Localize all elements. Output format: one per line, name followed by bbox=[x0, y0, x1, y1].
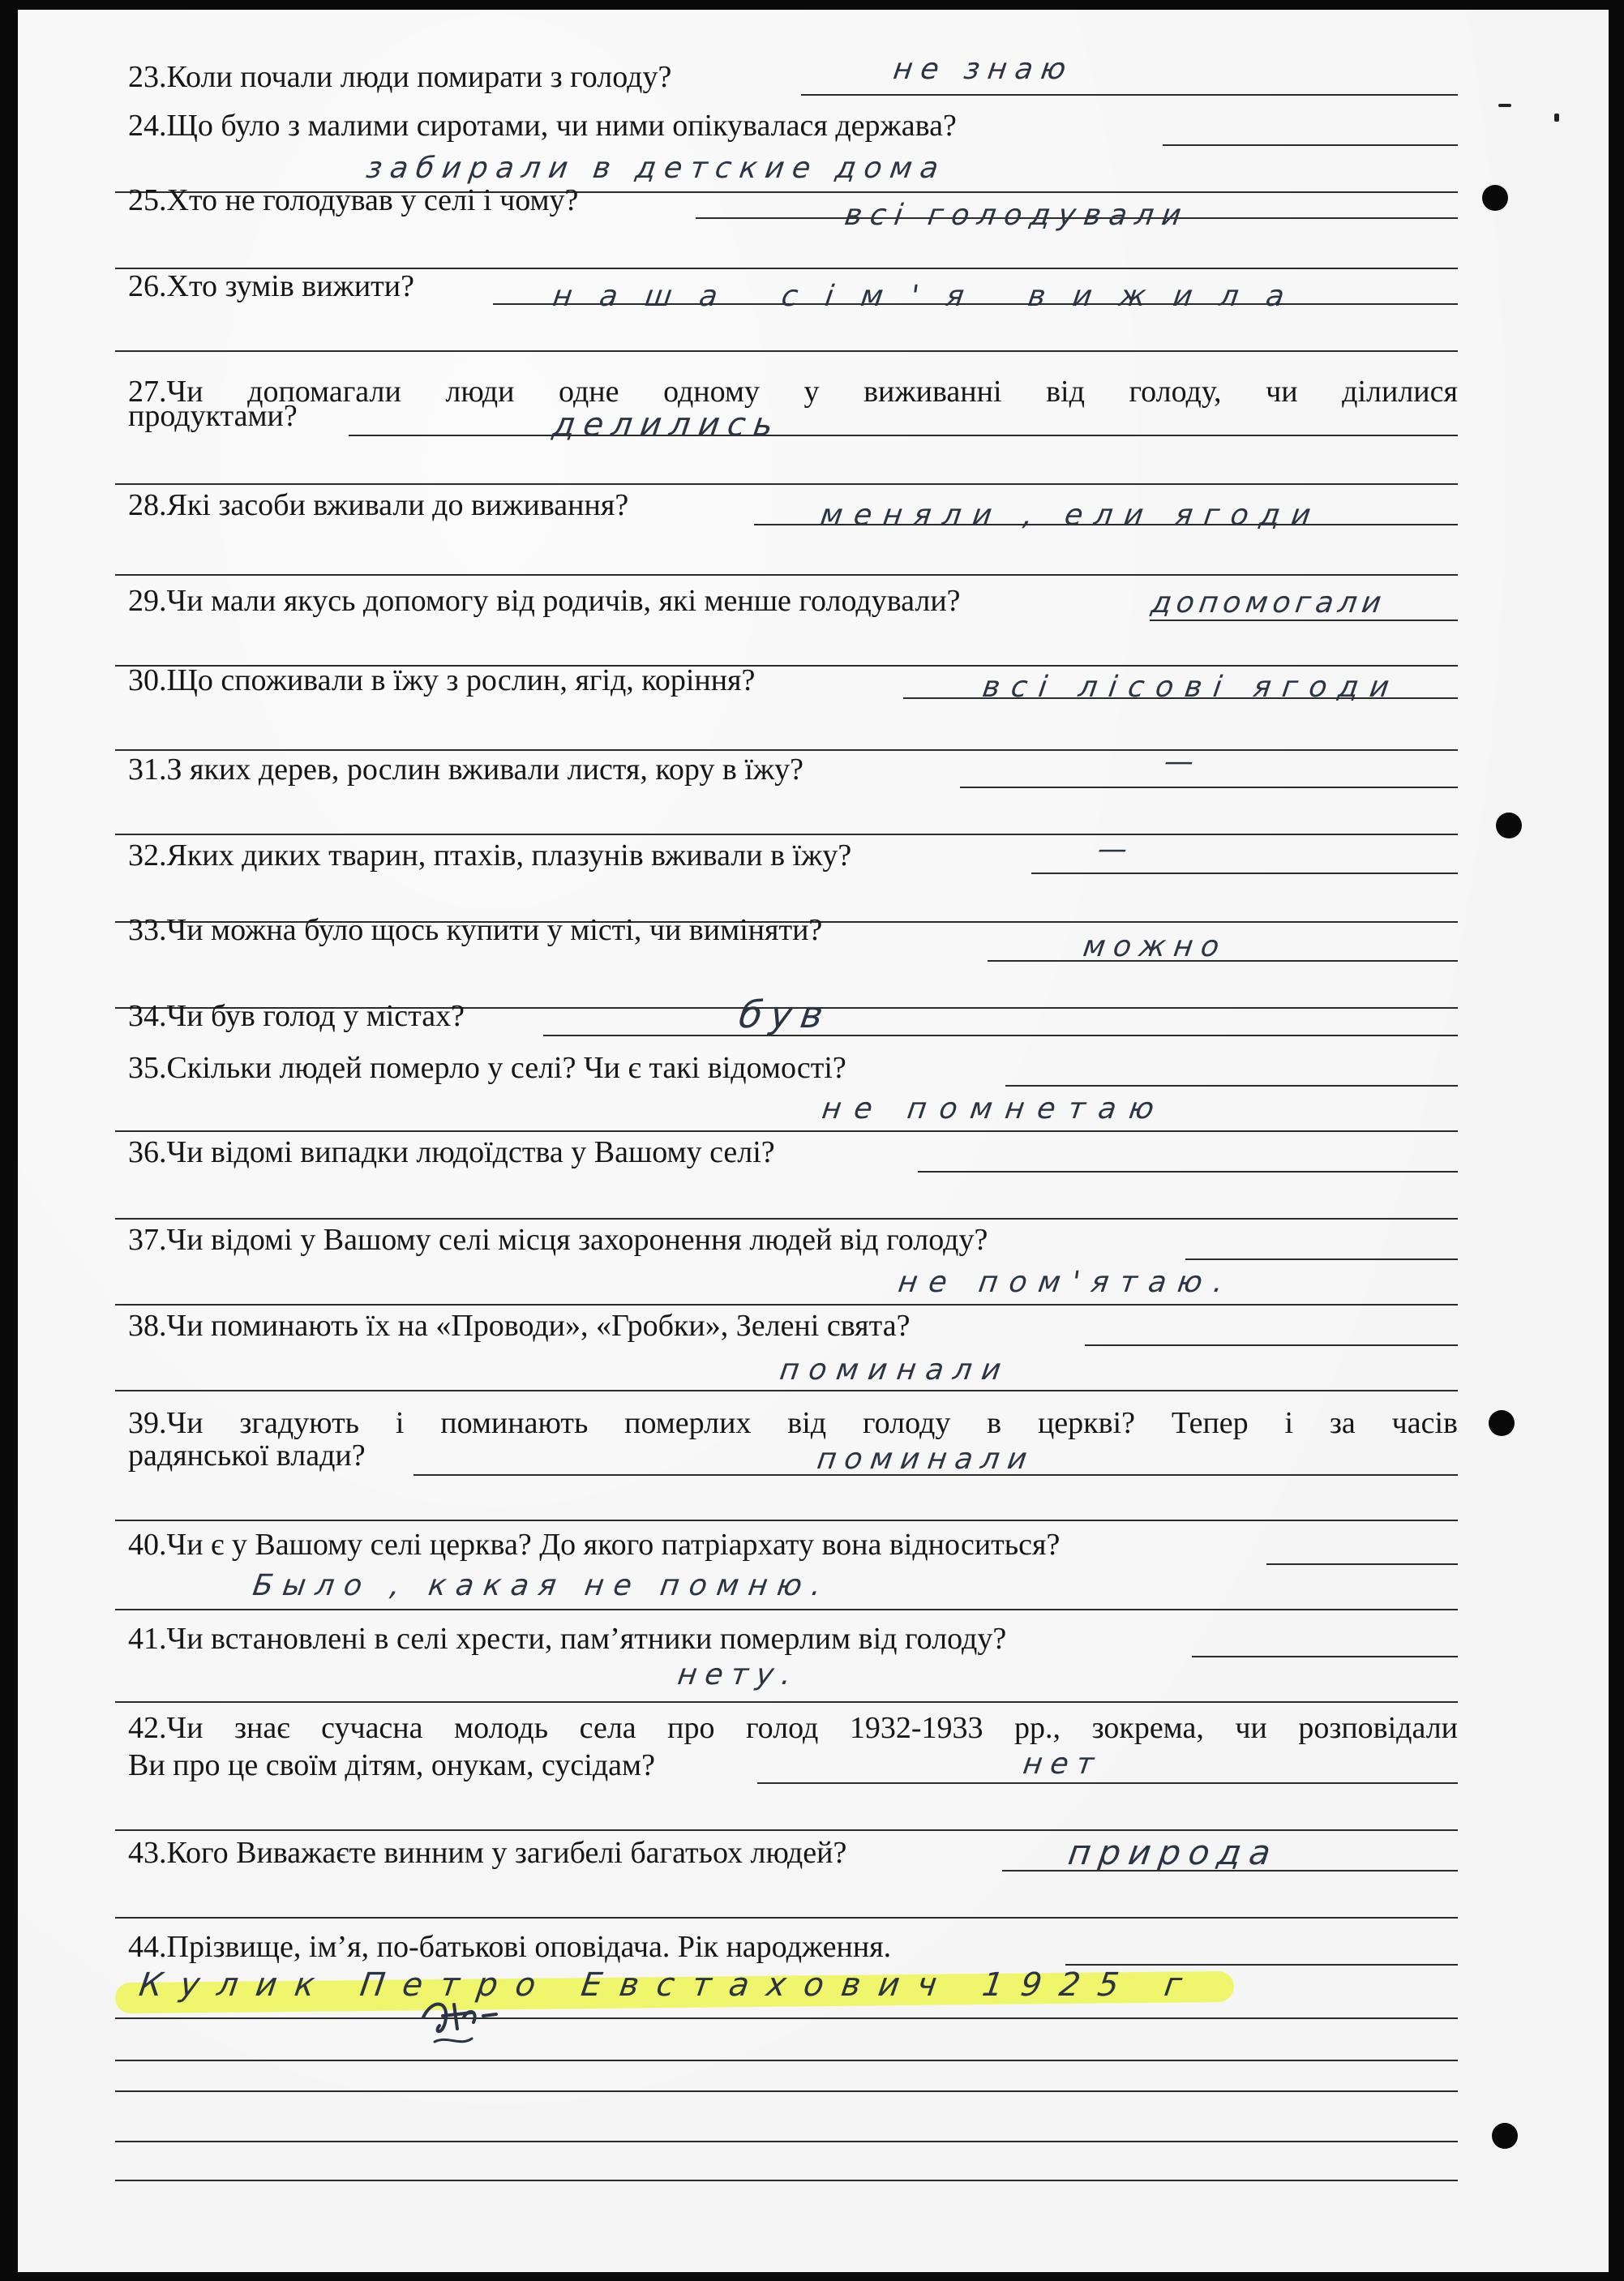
question-31: 31.З яких дерев, рослин вживали листя, кору в їжу? bbox=[128, 752, 804, 787]
answer-line bbox=[115, 1390, 1458, 1391]
question-24: 24.Що було з малими сиротами, чи ними опікувалася держава? bbox=[128, 109, 957, 143]
answer-line bbox=[115, 1917, 1458, 1919]
answer-27: делились bbox=[550, 406, 784, 444]
question-41: 41.Чи встановлені в селі хрести, пам’ятники померлим від голоду? bbox=[128, 1622, 1007, 1656]
answer-line bbox=[115, 2017, 1458, 2019]
question-30: 30.Що споживали в їжу з рослин, ягід, коріння? bbox=[128, 663, 756, 697]
binder-hole bbox=[1496, 812, 1522, 838]
answer-line bbox=[960, 787, 1458, 788]
question-43: 43.Кого Виважаєте винним у загибелі багатьох людей? bbox=[128, 1836, 847, 1870]
answer-line bbox=[115, 1130, 1458, 1132]
question-42-continued: Ви про це своїм дітям, онукам, сусідам? bbox=[128, 1748, 655, 1782]
question-36: 36.Чи відомі випадки людоїдства у Вашому селі? bbox=[128, 1135, 775, 1169]
answer-line bbox=[115, 1609, 1458, 1610]
blank-line bbox=[115, 2180, 1458, 2181]
binder-hole bbox=[1482, 185, 1508, 211]
question-42: 42.Чи знає сучасна молодь села про голод 1932-1933 рр., зокрема, чи розповідали bbox=[128, 1711, 1458, 1745]
question-38: 38.Чи поминають їх на «Проводи», «Гробки», Зелені свята? bbox=[128, 1309, 911, 1343]
answer-43: природа bbox=[1065, 1833, 1282, 1872]
question-37: 37.Чи відомі у Вашому селі місця захоронення людей від голоду? bbox=[128, 1223, 988, 1257]
answer-line bbox=[543, 1035, 1458, 1036]
answer-26: наша сім'я вижила bbox=[551, 280, 1314, 313]
answer-38: поминали bbox=[778, 1353, 1013, 1387]
answer-24: забирали в детские дома bbox=[364, 152, 949, 185]
answer-line bbox=[1005, 1085, 1458, 1087]
answer-line bbox=[1185, 1258, 1458, 1260]
answer-line bbox=[1065, 1964, 1458, 1966]
question-27: 27.Чи допомагали люди одне одному у виживанні від голоду, чи ділилися bbox=[128, 375, 1458, 409]
answer-line bbox=[115, 1520, 1458, 1521]
answer-39: поминали bbox=[815, 1443, 1038, 1476]
question-39: 39.Чи згадують і поминають померлих від голоду в церкві? Тепер і за часів bbox=[128, 1406, 1458, 1440]
edge-mark bbox=[1498, 104, 1511, 107]
answer-23: не знаю bbox=[891, 53, 1077, 86]
question-33: 33.Чи можна було щось купити у місті, чи виміняти? bbox=[128, 913, 823, 947]
question-44: 44.Прізвище, ім’я, по-батькові оповідача. Рік народження. bbox=[128, 1930, 892, 1964]
question-26: 26.Хто зумів вижити? bbox=[128, 269, 414, 303]
answer-line bbox=[115, 1218, 1458, 1220]
question-23: 23.Коли почали люди помирати з голоду? bbox=[128, 60, 672, 94]
answer-35: не помнетаю bbox=[820, 1092, 1169, 1125]
answer-line bbox=[115, 834, 1458, 835]
edge-mark bbox=[1554, 114, 1559, 122]
binder-hole bbox=[1492, 2123, 1518, 2149]
answer-line bbox=[1031, 873, 1458, 874]
question-28: 28.Які засоби вживали до виживання? bbox=[128, 488, 629, 522]
answer-42: нет bbox=[1021, 1747, 1104, 1781]
answer-line bbox=[1150, 620, 1458, 621]
answer-line bbox=[115, 574, 1458, 576]
answer-line bbox=[349, 435, 1458, 436]
answer-30: всі лісові ягоди bbox=[980, 671, 1403, 704]
blank-line bbox=[115, 2090, 1458, 2092]
answer-33: можно bbox=[1081, 930, 1230, 963]
question-34: 34.Чи був голод у містах? bbox=[128, 999, 465, 1033]
question-29: 29.Чи мали якусь допомогу від родичів, які менше голодували? bbox=[128, 584, 961, 618]
answer-31: — bbox=[1162, 745, 1204, 778]
answer-line bbox=[115, 350, 1458, 352]
answer-line bbox=[115, 1701, 1458, 1703]
answer-44: Кулик Петро Евстахович 1925 г bbox=[136, 1966, 1202, 2004]
answer-line bbox=[1266, 1563, 1458, 1565]
answer-line bbox=[1163, 144, 1458, 146]
answer-line bbox=[918, 1171, 1458, 1173]
answer-line bbox=[757, 1782, 1458, 1784]
answer-37: не пом'ятаю. bbox=[896, 1266, 1237, 1299]
blank-line bbox=[115, 2141, 1458, 2142]
answer-line bbox=[1085, 1344, 1458, 1346]
answer-29: допомогали bbox=[1149, 586, 1388, 620]
answer-40: Было , какая не помню. bbox=[251, 1569, 833, 1602]
question-35: 35.Скільки людей померло у селі? Чи є такі відомості? bbox=[128, 1051, 846, 1085]
question-40: 40.Чи є у Вашому селі церква? До якого патріархату вона відноситься? bbox=[128, 1528, 1061, 1562]
answer-line bbox=[1192, 1656, 1458, 1657]
binder-hole bbox=[1489, 1410, 1515, 1436]
signature bbox=[415, 1993, 504, 2055]
question-32: 32.Яких диких тварин, птахів, плазунів вживали в їжу? bbox=[128, 838, 852, 873]
answer-line bbox=[115, 1304, 1458, 1306]
blank-line bbox=[115, 2060, 1458, 2061]
questionnaire-page bbox=[18, 10, 1609, 2272]
answer-line bbox=[801, 94, 1458, 96]
question-25: 25.Хто не голодував у селі і чому? bbox=[128, 183, 579, 217]
answer-32: — bbox=[1095, 833, 1138, 866]
answer-line bbox=[115, 1829, 1458, 1831]
answer-line bbox=[115, 749, 1458, 751]
answer-34: був bbox=[736, 993, 834, 1036]
question-27-continued: продуктами? bbox=[128, 399, 298, 433]
question-39-continued: радянської влади? bbox=[128, 1438, 366, 1473]
answer-25: всі голодували bbox=[842, 199, 1192, 232]
answer-line bbox=[115, 483, 1458, 485]
answer-28: меняли , ели ягоди bbox=[818, 499, 1325, 532]
answer-41: нету. bbox=[675, 1658, 802, 1691]
